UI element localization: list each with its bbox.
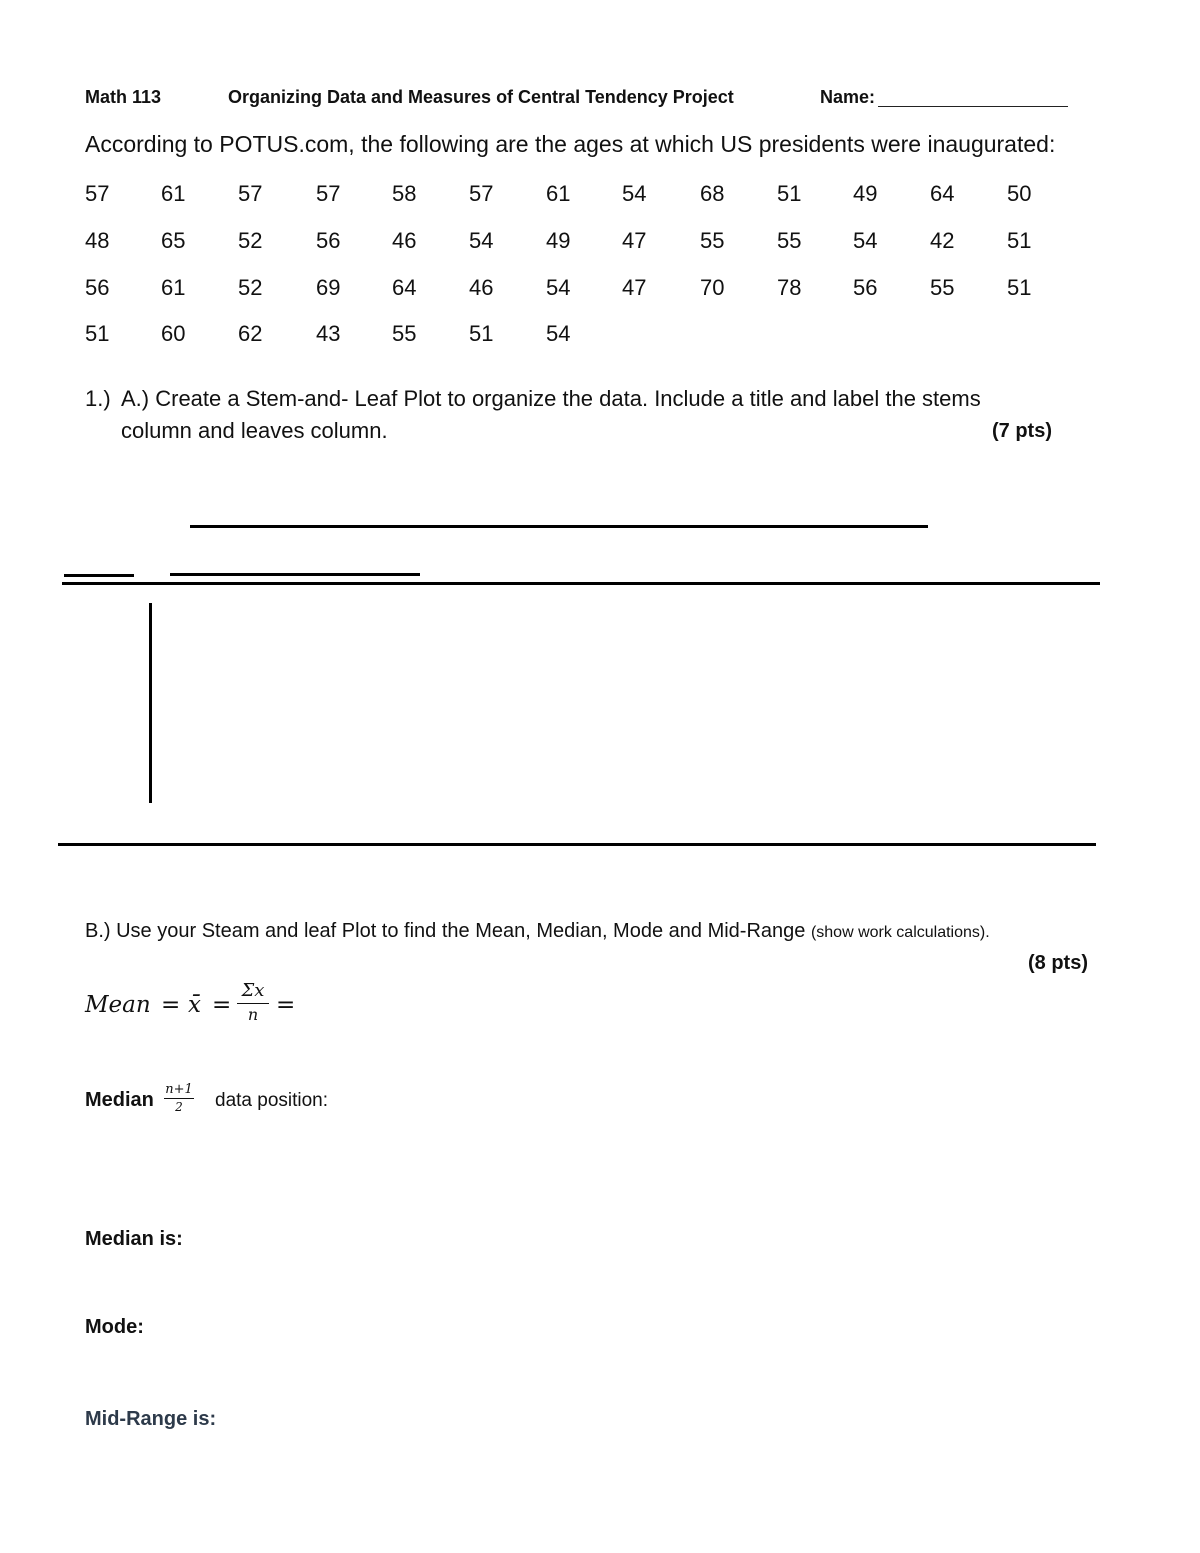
median-fraction-bar xyxy=(164,1098,194,1099)
age-value: 57 xyxy=(238,181,263,206)
age-value: 54 xyxy=(546,275,571,300)
age-value: 69 xyxy=(316,275,341,300)
fraction-bar xyxy=(237,1003,269,1004)
age-value: 54 xyxy=(622,181,647,206)
age-value: 62 xyxy=(238,321,263,346)
age-value: 46 xyxy=(469,275,494,300)
label-line-left xyxy=(64,574,134,577)
age-value: 61 xyxy=(161,275,186,300)
equals-sign-2: = xyxy=(212,992,232,1018)
stem-divider-line xyxy=(149,603,152,803)
plot-top-rule xyxy=(62,582,1100,585)
age-value: 57 xyxy=(316,181,341,206)
age-value: 51 xyxy=(1007,228,1032,253)
equals-sign-3: = xyxy=(276,992,296,1018)
age-value: 51 xyxy=(85,321,110,346)
intro-text: According to POTUS.com, the following are the ages at which US presidents were inaugurated: xyxy=(85,131,1056,157)
age-value: 56 xyxy=(85,275,110,300)
age-value: 64 xyxy=(392,275,417,300)
mean-word: Mean xyxy=(85,992,151,1018)
question-1-points: (7 pts) xyxy=(992,420,1052,442)
age-value: 49 xyxy=(853,181,878,206)
question-1a-line2: column and leaves column. xyxy=(121,418,388,443)
label-line-mid xyxy=(170,573,420,576)
data-position-label: data position: xyxy=(215,1090,329,1111)
median-is-label: Median is: xyxy=(85,1228,183,1250)
age-value: 52 xyxy=(238,228,263,253)
question-b-prompt xyxy=(85,920,990,943)
age-value: 54 xyxy=(853,228,878,253)
age-value: 60 xyxy=(161,321,186,346)
name-label: Name: xyxy=(820,87,876,107)
age-value: 49 xyxy=(546,228,571,253)
age-value: 55 xyxy=(930,275,955,300)
age-value: 51 xyxy=(1007,275,1032,300)
age-value: 68 xyxy=(700,181,725,206)
age-value: 61 xyxy=(546,181,571,206)
age-value: 65 xyxy=(161,228,186,253)
median-fraction xyxy=(162,1082,196,1114)
age-value: 78 xyxy=(777,275,802,300)
age-value: 64 xyxy=(930,181,955,206)
age-value: 48 xyxy=(85,228,110,253)
n-plus-1: n+1 xyxy=(165,1082,193,1097)
age-value: 70 xyxy=(700,275,725,300)
age-value: 51 xyxy=(469,321,494,346)
age-value: 55 xyxy=(392,321,417,346)
age-value: 57 xyxy=(85,181,110,206)
age-value: 43 xyxy=(316,321,341,346)
age-value: 61 xyxy=(161,181,186,206)
mode-label: Mode: xyxy=(85,1316,144,1338)
age-value: 57 xyxy=(469,181,494,206)
age-value: 47 xyxy=(622,275,647,300)
age-value: 42 xyxy=(930,228,955,253)
age-value: 51 xyxy=(777,181,802,206)
age-value: 56 xyxy=(853,275,878,300)
age-value: 55 xyxy=(777,228,802,253)
question-1-number: 1.) xyxy=(85,386,111,411)
question-b-main: B.) Use your Steam and leaf Plot to find the Mean, Median, Mode and Mid-Range xyxy=(85,920,806,942)
project-title: Organizing Data and Measures of Central Tendency Project xyxy=(228,87,734,107)
median-label: Median xyxy=(85,1089,154,1111)
sum-x: Σx xyxy=(241,980,265,1001)
n-denominator: n xyxy=(247,1005,259,1024)
mean-fraction xyxy=(233,980,273,1025)
age-value: 47 xyxy=(622,228,647,253)
plot-bottom-rule xyxy=(58,843,1096,846)
age-value: 55 xyxy=(700,228,725,253)
question-1a-line1: A.) Create a Stem-and- Leaf Plot to organize the data. Include a title and label the stems xyxy=(121,386,981,411)
plot-title-line xyxy=(190,525,928,528)
age-value: 54 xyxy=(469,228,494,253)
course-label: Math 113 xyxy=(85,87,162,107)
x-bar-symbol: x̄ xyxy=(188,992,201,1018)
name-blank-line[interactable] xyxy=(878,106,1068,107)
equals-sign-1: = xyxy=(161,992,181,1018)
midrange-is-label: Mid-Range is: xyxy=(85,1408,217,1430)
age-value: 56 xyxy=(316,228,341,253)
age-value: 58 xyxy=(392,181,417,206)
question-b-points: (8 pts) xyxy=(1028,952,1088,974)
age-value: 50 xyxy=(1007,181,1032,206)
age-value: 46 xyxy=(392,228,417,253)
two-denominator: 2 xyxy=(175,1100,183,1114)
age-value: 52 xyxy=(238,275,263,300)
question-b-note: (show work calculations). xyxy=(810,924,990,941)
age-value: 54 xyxy=(546,321,571,346)
